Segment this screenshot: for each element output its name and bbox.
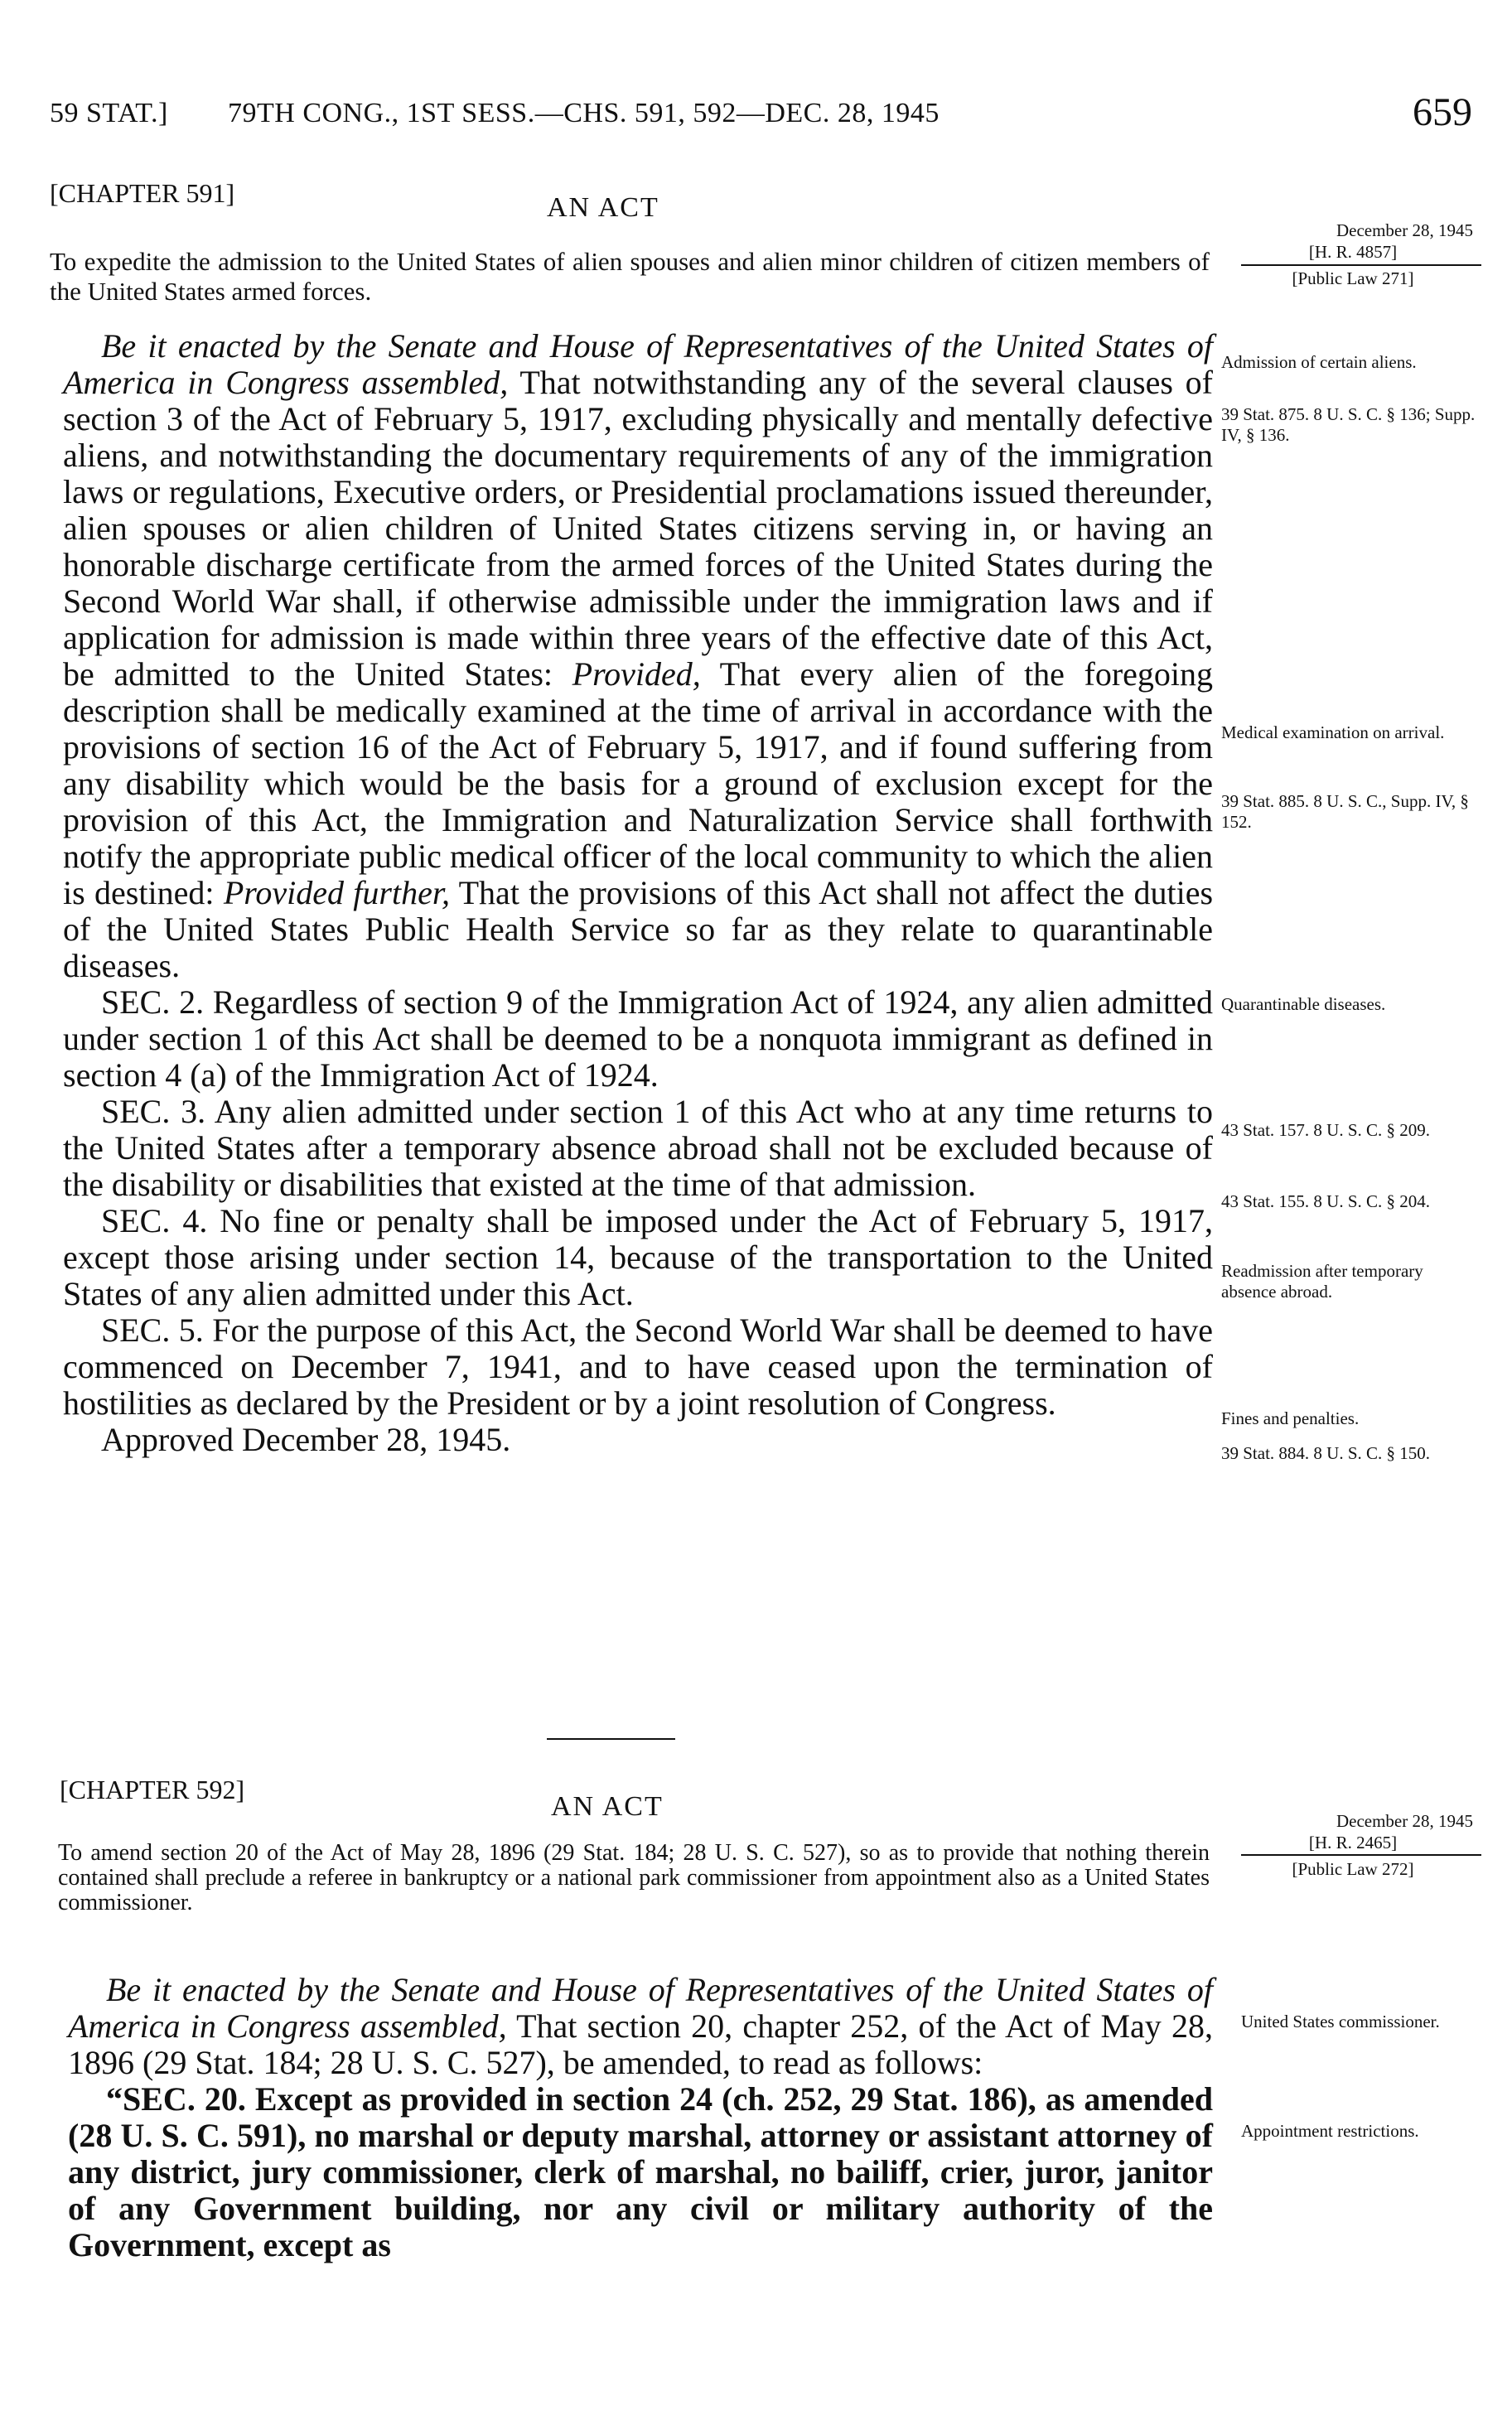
- chapter-592-title: To amend section 20 of the Act of May 28, 1896 (29 Stat. 184; 28 U. S. C. 527), so as to provide that nothing therein contained shall preclude a referee in bankruptcy or a national park commissioner from appointment also as a United States commissioner.: [58, 1840, 1210, 1915]
- chapter-591-section-3: SEC. 3. Any alien admitted under section 1 of this Act who at any time returns to the United States after a temporary absence abroad shall not be excluded because of the disability or disabilities that existed at the time of that admission.: [63, 1093, 1213, 1203]
- enacting-clause: Be it enacted by the Senate and House of Representatives of the United States of America in Congress assembled,: [68, 1971, 1213, 2045]
- margin-citation-1: 39 Stat. 875. 8 U. S. C. § 136; Supp. IV, § 136.: [1221, 404, 1476, 445]
- chapter-592-body: [68, 1972, 1213, 2263]
- margin-note-readmission: Readmission after temporary absence abroad.: [1221, 1261, 1423, 1302]
- running-head-stat: 59 STAT.]: [50, 98, 168, 128]
- chapter-591-heading: [CHAPTER 591]: [50, 178, 235, 208]
- chapter-592-section-20: “SEC. 20. Except as provided in section 24 (ch. 252, 29 Stat. 186), as amended (28 U. S. C. 591), no marshal or deputy marshal, attorney or assistant attorney of any district, jury commissioner, clerk of marshal, no bailiff, crier, juror, janitor of any Government building, nor any civil or military authority of the Government, except as: [68, 2080, 1213, 2263]
- chapter-592-enacting: Be it enacted by the Senate and House of Representatives of the United States of America in Congress assembled, That section 20, chapter 252, of the Act of May 28, 1896 (29 Stat. 184; 28 U. S. C. 527), be amended, to read as follows:: [68, 1971, 1214, 2081]
- chapter-591-section-2: SEC. 2. Regardless of section 9 of the Immigration Act of 1924, any alien admitted under section 1 of this Act shall be deemed to be a nonquota immigrant as defined in section 4 (a) of the Immigration Act of 1924.: [63, 983, 1213, 1094]
- chapter-591-hr: [H. R. 4857]: [1308, 242, 1398, 262]
- margin-citation-5: 39 Stat. 884. 8 U. S. C. § 150.: [1221, 1443, 1431, 1463]
- chapter-591-title: To expedite the admission to the United States of alien spouses and alien minor children of citizen members of the United States armed forces.: [50, 247, 1210, 306]
- chapter-592-date: December 28, 1945: [1336, 1811, 1473, 1831]
- chapter-592-heading: [CHAPTER 592]: [60, 1775, 245, 1804]
- page-number: 659: [1413, 90, 1472, 134]
- enacting-clause: Be it enacted by the Senate and House of Representatives of the United States of America in Congress assembled,: [63, 327, 1213, 401]
- running-head-title: 79TH CONG., 1ST SESS.—CHS. 591, 592—DEC. 28, 1945: [228, 98, 940, 128]
- chapter-591-body: [63, 328, 1213, 1458]
- chapter-591-approved: Approved December 28, 1945.: [101, 1421, 511, 1458]
- chapter-591-section-1: Be it enacted by the Senate and House of Representatives of the United States of America in Congress assembled, That notwithstanding any of the several clauses of section 3 of the Act of February 5, 1917, excluding physically and mentally defective aliens, and notwithstanding the documentary requirements of any of the immigration laws or regulations, Executive orders, or Presidential proclamations issued thereunder, alien spouses or alien children of United States citizens serving in, or having an honorable discharge certificate from the armed forces of the United States during the Second World War shall, if otherwise admissible under the immigration laws and if application for admission is made within three years of the effective date of this Act, be admitted to the United States: Provided, That every alien of the foregoing description shall be medically examined at the time of arrival in accordance with the provisions of section 16 of the Act of February 5, 1917, and if found suffering from any disability which would be the basis for a ground of exclusion except for the provision of this Act, the Immigration and Naturalization Service shall forthwith notify the appropriate public medical officer of the local community to which the alien is destined: Provided further, That the provisions of this Act shall not affect the duties of the United States Public Health Service so far as they relate to quarantinable diseases.: [63, 327, 1214, 984]
- chapter-591-public-law: [Public Law 271]: [1292, 268, 1414, 288]
- chapter-591-section-5: SEC. 5. For the purpose of this Act, the Second World War shall be deemed to have commenced on December 7, 1941, and to have ceased upon the termination of hostilities as declared by the President or by a joint resolution of Congress.: [63, 1311, 1213, 1422]
- chapter-592-hr: [H. R. 2465]: [1308, 1833, 1398, 1852]
- margin-note-commissioner: United States commissioner.: [1241, 2012, 1440, 2031]
- chapter-separator-rule: [547, 1738, 675, 1740]
- chapter-591-an-act: AN ACT: [547, 192, 659, 223]
- margin-note-quarantinable: Quarantinable diseases.: [1221, 994, 1386, 1014]
- chapter-592-public-law: [Public Law 272]: [1292, 1859, 1414, 1879]
- margin-citation-2: 39 Stat. 885. 8 U. S. C., Supp. IV, § 152.: [1221, 791, 1469, 832]
- margin-note-admission: Admission of certain aliens.: [1221, 352, 1417, 372]
- chapter-591-date: December 28, 1945: [1336, 220, 1473, 240]
- margin-citation-4: 43 Stat. 155. 8 U. S. C. § 204.: [1221, 1191, 1431, 1211]
- chapter-591-section-4: SEC. 4. No fine or penalty shall be imposed under the Act of February 5, 1917, except those arising under section 14, because of the transportation to the United States of any alien admitted under this Act.: [63, 1202, 1213, 1312]
- chapter-592-margin-rule: [1241, 1854, 1481, 1856]
- margin-note-fines: Fines and penalties.: [1221, 1408, 1360, 1428]
- margin-note-medical: Medical examination on arrival.: [1221, 722, 1445, 742]
- chapter-591-margin-rule: [1241, 264, 1481, 266]
- chapter-592-an-act: AN ACT: [551, 1791, 664, 1822]
- margin-note-restrictions: Appointment restrictions.: [1241, 2121, 1419, 2141]
- margin-citation-3: 43 Stat. 157. 8 U. S. C. § 209.: [1221, 1120, 1431, 1140]
